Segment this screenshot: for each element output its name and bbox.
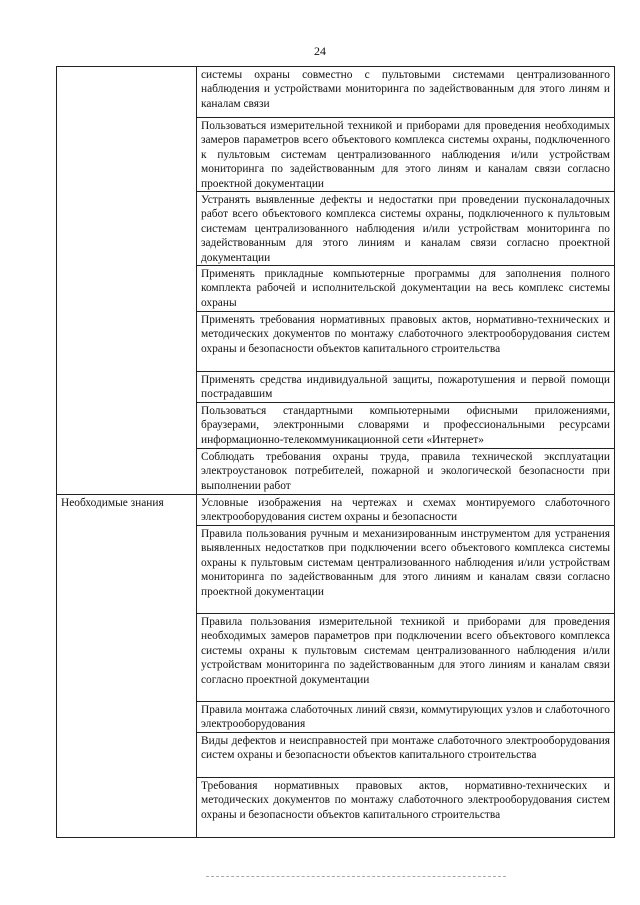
table-cell: Виды дефектов и неисправностей при монтаже слаботочного электрооборудования систем охраны и безопасности объектов капитального строительства: [197, 733, 615, 778]
table-cell: Применять средства индивидуальной защиты, пожаротушения и первой помощи пострадавшим: [197, 372, 615, 403]
table-cell: Применять прикладные компьютерные программы для заполнения полного комплекта рабочей и исполнительской документации на весь комплекс системы охраны: [197, 266, 615, 312]
page-number: 24: [314, 44, 326, 58]
page-bottom-divider: [206, 876, 506, 877]
table-cell: Устранять выявленные дефекты и недостатки при проведении пусконаладочных работ всего объектового комплекса системы охраны, подключенного к пультовым системам централизованного наблюдения и/или устройствам мониторинга по задействованным для этого линиям и каналам связи согласно проектной документации: [197, 192, 615, 266]
table-cell: Условные изображения на чертежах и схемах монтируемого слаботочного электрооборудования систем охраны и безопасности: [197, 495, 615, 526]
row-label-cell: [57, 67, 197, 495]
requirements-table: [56, 66, 615, 838]
table-cell: Требования нормативных правовых актов, нормативно-технических и методических документов по монтажу слаботочного электрооборудования систем охраны и безопасности объектов капитального строительства: [197, 778, 615, 838]
table-cell: Применять требования нормативных правовых актов, нормативно-технических и методических документов по монтажу слаботочного электрооборудования систем охраны и безопасности объектов капитального строительства: [197, 312, 615, 372]
row-label-cell: Необходимые знания: [57, 495, 197, 838]
table-cell: Правила монтажа слаботочных линий связи, коммутирующих узлов и слаботочного электрооборудования: [197, 702, 615, 733]
table-cell: системы охраны совместно с пультовыми системами централизованного наблюдения и устройствами мониторинга по задействованным для этого линям и каналам связи: [197, 67, 615, 118]
table-cell: Соблюдать требования охраны труда, правила технической эксплуатации электроустановок потребителей, пожарной и экологической безопасности при выполнении работ: [197, 449, 615, 495]
table-cell: Правила пользования измерительной техникой и приборами для проведения необходимых замеров параметров при подключении всего объектового комплекса системы охраны к пультовым системам централизованного наблюдения и/или устройствам мониторинга по задействованным для этого линиям и каналам связи согласно проектной документации: [197, 614, 615, 702]
table-cell: Правила пользования ручным и механизированным инструментом для устранения выявленных недостатков при подключении всего объектового комплекса системы охраны к пультовым системам централизованного наблюдения и/или устройствам мониторинга по задействованным для этого линиям и каналам связи согласно проектной документации: [197, 526, 615, 614]
table-row: [57, 67, 615, 118]
table-cell: Пользоваться измерительной техникой и приборами для проведения необходимых замеров параметров всего объектового комплекса системы охраны, подключенного к пультовым системам централизованного наблюдения и/или устройствам мониторинга по задействованным для этого линям и каналам связи согласно проектной документации: [197, 118, 615, 192]
table-cell: Пользоваться стандартными компьютерными офисными приложениями, браузерами, электронными словарями и профессиональными ресурсами информационно-телекоммуникационной сети «Интернет»: [197, 403, 615, 449]
table-row: [57, 495, 615, 526]
